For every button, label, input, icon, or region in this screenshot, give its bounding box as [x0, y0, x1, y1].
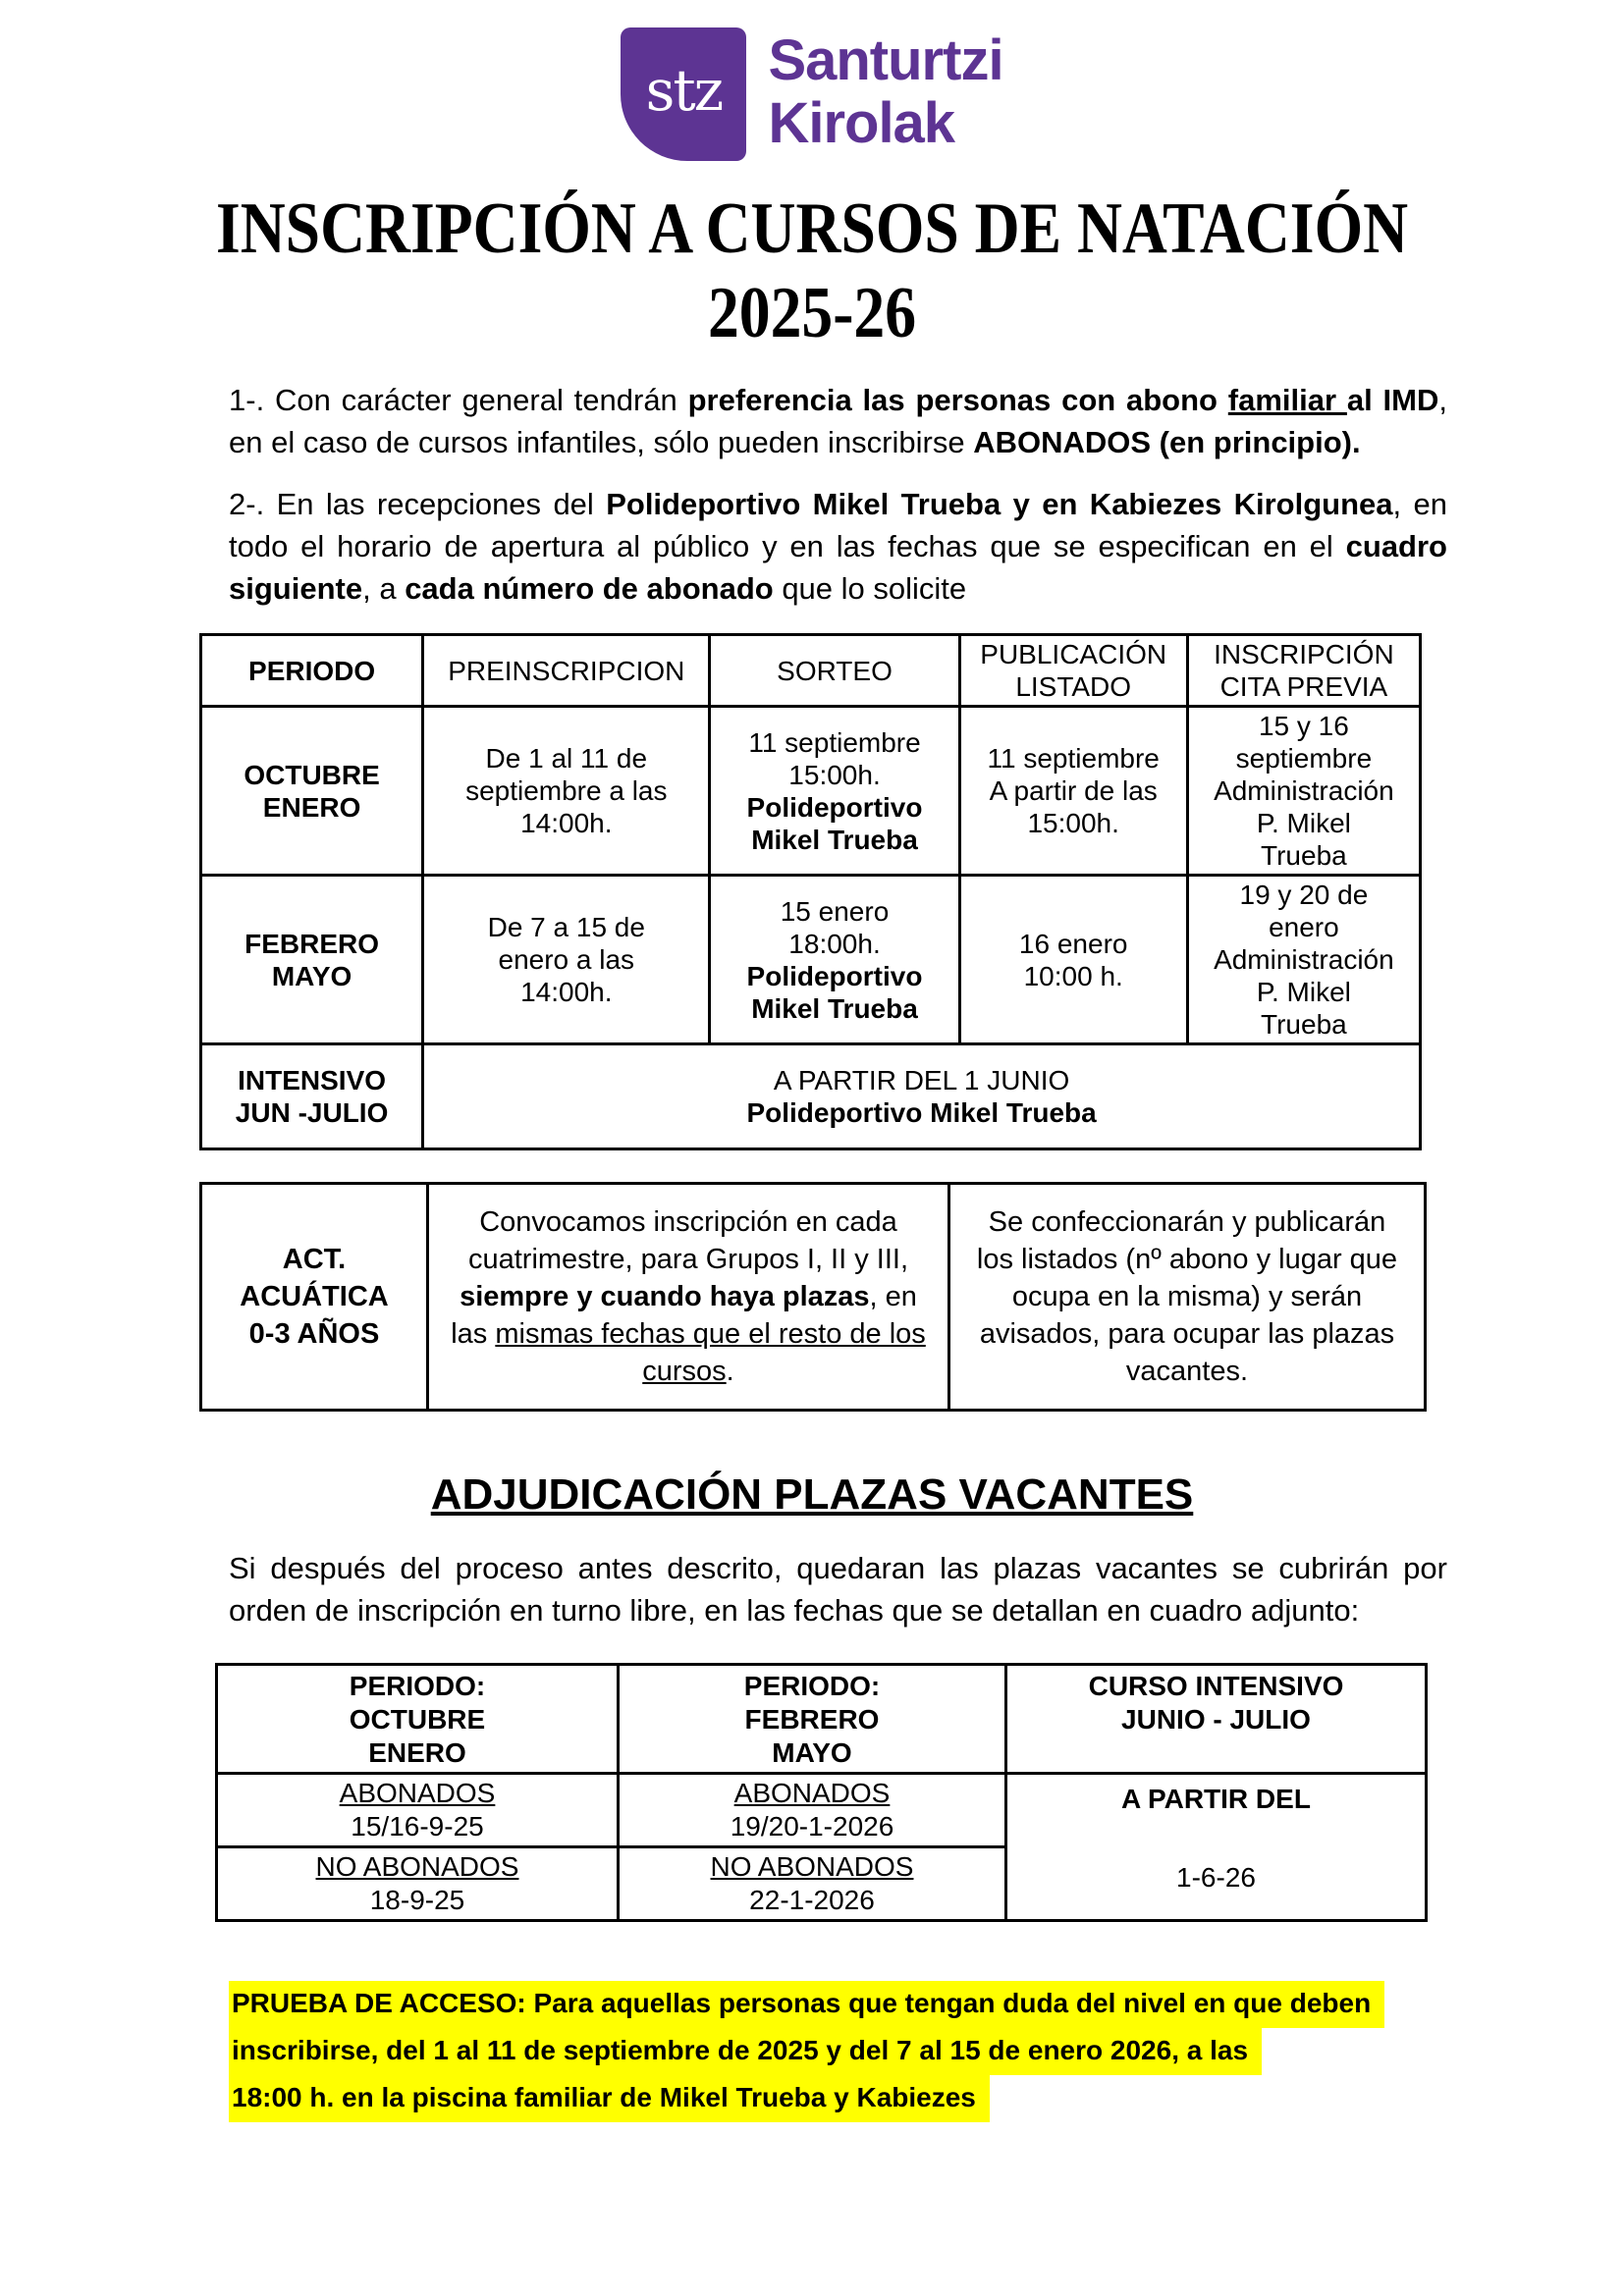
- vacancies-header-curso-intensivo: CURSO INTENSIVO JUNIO - JULIO: [1006, 1665, 1427, 1774]
- cell-intensivo-fecha: [1006, 1774, 1427, 1921]
- access-test-note: [229, 1981, 1536, 2122]
- schedule-table: [199, 633, 1422, 1150]
- vacancies-header-row: [217, 1665, 1427, 1774]
- aquatic-row: [201, 1184, 1426, 1411]
- intro-paragraph-2: 2-. En las recepciones del Polideportivo Mikel Trueba y en Kabiezes Kirolgunea, en todo el horario de apertura al público y en las fechas que se especifican en el cuadro siguiente, a cada número de abonado que lo solicite: [229, 487, 1447, 606]
- vacancies-header-octubre-enero: PERIODO: OCTUBRE ENERO: [217, 1665, 619, 1774]
- cell-publicacion-febrero: 16 enero 10:00 h.: [959, 876, 1187, 1044]
- logo-mark-icon: [621, 27, 746, 161]
- intensivo-a-partir-del: A PARTIR DEL: [1121, 1784, 1311, 1814]
- logo-wordmark: [768, 27, 1002, 155]
- schedule-header-sorteo: SORTEO: [710, 635, 959, 707]
- highlight-line: 18:00 h. en la piscina familiar de Mikel Trueba y Kabiezes: [229, 2075, 990, 2122]
- intensivo-fecha: 1-6-26: [1176, 1862, 1256, 1893]
- cell-aquatic-inscription-info: Convocamos inscripción en cada cuatrimestre, para Grupos I, II y III, siempre y cuando haya plazas, en las mismas fechas que el resto de los cursos.: [428, 1184, 949, 1411]
- cell-publicacion-octubre: 11 septiembre A partir de las 15:00h.: [959, 707, 1187, 876]
- document-title: [114, 187, 1510, 355]
- logo-mark-text: stz: [645, 57, 723, 124]
- schedule-header-inscripcion-cita-previa: INSCRIPCIÓN CITA PREVIA: [1187, 635, 1420, 707]
- schedule-header-row: [201, 635, 1421, 707]
- cell-no-abonados-febrero: NO ABONADOS 22-1-2026: [619, 1847, 1006, 1921]
- cell-aquatic-label: ACT. ACUÁTICA 0-3 AÑOS: [201, 1184, 428, 1411]
- vacancies-header-febrero-mayo: PERIODO: FEBRERO MAYO: [619, 1665, 1006, 1774]
- cell-sorteo-febrero: 15 enero 18:00h. Polideportivo Mikel Trueba: [710, 876, 959, 1044]
- cell-preinscripcion-febrero: De 7 a 15 de enero a las 14:00h.: [423, 876, 710, 1044]
- title-line2: 2025-26: [707, 273, 917, 353]
- cell-cita-previa-febrero: 19 y 20 de enero Administración P. Mikel Trueba: [1187, 876, 1420, 1044]
- cell-no-abonados-octubre: NO ABONADOS 18-9-25: [217, 1847, 619, 1921]
- schedule-row-febrero-mayo: [201, 876, 1421, 1044]
- cell-periodo-febrero-mayo: FEBRERO MAYO: [201, 876, 423, 1044]
- schedule-header-publicacion-listado: PUBLICACIÓN LISTADO: [959, 635, 1187, 707]
- logo-wordmark-line1: Santurtzi: [768, 28, 1003, 92]
- cell-intensivo-info: A PARTIR DEL 1 JUNIO Polideportivo Mikel Trueba: [423, 1044, 1421, 1149]
- schedule-row-octubre-enero: [201, 707, 1421, 876]
- title-line1: INSCRIPCIÓN A CURSOS DE NATACIÓN: [215, 188, 1409, 269]
- schedule-row-intensivo: [201, 1044, 1421, 1149]
- highlight-line: inscribirse, del 1 al 11 de septiembre de 2025 y del 7 al 15 de enero 2026, a las: [229, 2028, 1262, 2075]
- cell-periodo-octubre-enero: OCTUBRE ENERO: [201, 707, 423, 876]
- vacancies-heading: ADJUDICACIÓN PLAZAS VACANTES: [430, 1470, 1194, 1519]
- cell-aquatic-lists-info: Se confeccionarán y publicarán los listados (nº abono y lugar que ocupa en la misma) y serán avisados, para ocupar las plazas vacantes.: [949, 1184, 1426, 1411]
- schedule-header-preinscripcion: PREINSCRIPCION: [423, 635, 710, 707]
- cell-abonados-febrero: ABONADOS 19/20-1-2026: [619, 1774, 1006, 1847]
- cell-preinscripcion-octubre: De 1 al 11 de septiembre a las 14:00h.: [423, 707, 710, 876]
- highlight-line: PRUEBA DE ACCESO: Para aquellas personas que tengan duda del nivel en que deben: [229, 1981, 1384, 2028]
- schedule-header-periodo: PERIODO: [201, 635, 423, 707]
- logo: [0, 0, 1624, 165]
- vacancies-table: [215, 1663, 1428, 1922]
- cell-sorteo-octubre: 11 septiembre 15:00h. Polideportivo Mikel Trueba: [710, 707, 959, 876]
- vacancies-paragraph: Si después del proceso antes descrito, quedaran las plazas vacantes se cubrirán por orden de inscripción en turno libre, en las fechas que se detallan en cuadro adjunto:: [229, 1551, 1447, 1628]
- intro-paragraph-1: 1-. Con carácter general tendrán preferencia las personas con abono familiar al IMD, en el caso de cursos infantiles, sólo pueden inscribirse ABONADOS (en principio).: [229, 383, 1447, 459]
- logo-wordmark-line2: Kirolak: [768, 91, 955, 155]
- cell-abonados-octubre: ABONADOS 15/16-9-25: [217, 1774, 619, 1847]
- cell-periodo-intensivo: INTENSIVO JUN -JULIO: [201, 1044, 423, 1149]
- vacancies-row-abonados: [217, 1774, 1427, 1847]
- aquatic-activity-table: [199, 1182, 1427, 1412]
- cell-cita-previa-octubre: 15 y 16 septiembre Administración P. Mikel Trueba: [1187, 707, 1420, 876]
